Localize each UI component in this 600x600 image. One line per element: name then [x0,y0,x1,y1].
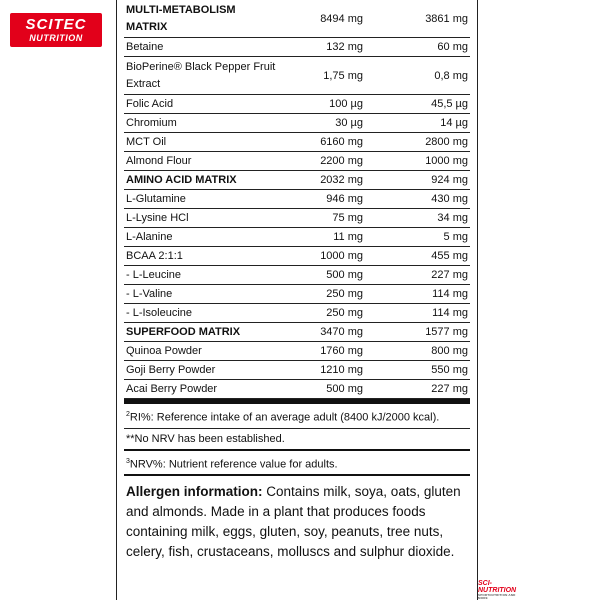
footnote-nrv-text: NRV%: Nutrient reference value for adults. [129,458,338,471]
ingredient-name: Goji Berry Powder [126,363,216,376]
table-row [124,285,470,304]
amount-per-100g: 14 µg [440,117,468,129]
ingredient-name: MULTI-METABOLISM MATRIX [126,3,236,33]
ingredient-name: Chromium [126,116,177,129]
amount-per-100g: 5 mg [443,231,468,243]
table-rows [124,0,470,399]
ingredient-name: L-Lysine HCl [126,211,189,224]
amount-per-100g: 430 mg [431,193,468,205]
amount-per-serving: 2032 mg [320,174,363,186]
amount-per-100g: 45,5 µg [431,98,468,110]
amount-per-serving: 1000 mg [320,250,363,262]
nutrition-table [124,0,470,476]
footnote-nrv [124,451,470,477]
amount-per-serving: 8494 mg [320,12,363,25]
amount-per-serving: 500 mg [326,383,363,395]
footnote-nrv-marker: 3 [126,457,130,465]
amount-per-serving: 1210 mg [320,364,363,376]
amount-per-100g: 800 mg [431,345,468,357]
amount-per-serving: 132 mg [326,41,363,53]
ingredient-name: Almond Flour [126,154,192,167]
watermark-line1: SCI-NUTRITION [478,580,517,594]
allergen-info [126,482,471,562]
table-row [124,190,470,209]
amount-per-100g: 227 mg [431,269,468,281]
ingredient-name: BioPerine® Black Pepper Fruit Extract [126,60,276,90]
amount-per-100g: 0,8 mg [434,69,468,82]
amount-per-100g: 34 mg [437,212,468,224]
amount-per-serving: 1,75 mg [323,69,363,82]
footnote-no-nrv [124,429,470,449]
amount-per-100g: 60 mg [437,41,468,53]
amount-per-100g: 550 mg [431,364,468,376]
amount-per-serving: 250 mg [326,288,363,300]
allergen-heading: Allergen information: [126,484,263,499]
amount-per-serving: 2200 mg [320,155,363,167]
ingredient-name: L-Alanine [126,230,173,243]
table-row [124,209,470,228]
amount-per-serving: 30 µg [335,117,363,129]
logo-line2: NUTRITION [29,33,83,43]
table-row [124,0,470,38]
amount-per-100g: 455 mg [431,250,468,262]
amount-per-100g: 1000 mg [425,155,468,167]
ingredient-name: Quinoa Powder [126,344,202,357]
amount-per-serving: 946 mg [326,193,363,205]
ingredient-name: - L-Isoleucine [126,306,193,319]
ingredient-name: Acai Berry Powder [126,382,218,395]
amount-per-100g: 924 mg [431,174,468,186]
footnote-ri-text: RI%: Reference intake of an average adult (8400 kJ/2000 kcal). [129,411,440,424]
table-row [124,380,470,399]
table-row [124,95,470,114]
table-row [124,133,470,152]
ingredient-name: L-Glutamine [126,192,186,205]
table-row [124,304,470,323]
amount-per-100g: 3861 mg [425,12,468,25]
table-row [124,361,470,380]
amount-per-serving: 75 mg [332,212,363,224]
table-row [124,247,470,266]
amount-per-100g: 114 mg [432,307,468,319]
table-row [124,228,470,247]
amount-per-serving: 100 µg [329,98,363,110]
allergen-text: Contains milk, soya, oats, gluten and almonds. Made in a plant that produces foods containing milk, eggs, gluten, soy, peanuts, tree nuts, celery, fish, crustaceans, molluscs and sulphur dioxide. [126,484,461,559]
table-row [124,323,470,342]
ingredient-name: Folic Acid [126,97,174,110]
table-row [124,114,470,133]
ingredient-name: MCT Oil [126,135,167,148]
amount-per-serving: 3470 mg [320,326,363,338]
scitec-logo [10,13,102,47]
table-row [124,57,470,95]
ingredient-name: Betaine [126,40,164,53]
footnote-ri-marker: 2 [126,411,130,418]
table-row [124,171,470,190]
ingredient-name: AMINO ACID MATRIX [126,173,237,186]
amount-per-100g: 227 mg [431,383,468,395]
ingredient-name: - L-Valine [126,287,173,300]
amount-per-100g: 114 mg [432,288,468,300]
table-row [124,266,470,285]
sci-nutrition-watermark [478,580,518,600]
amount-per-serving: 1760 mg [320,345,363,357]
amount-per-100g: 2800 mg [425,136,468,148]
footnote-ri [124,404,470,429]
table-row [124,38,470,57]
ingredient-name: SUPERFOOD MATRIX [126,325,241,338]
amount-per-serving: 500 mg [326,269,363,281]
table-row [124,152,470,171]
amount-per-100g: 1577 mg [425,326,468,338]
logo-line1: SCITEC [25,16,87,33]
footnote-no-nrv-text: **No NRV has been established. [126,432,285,445]
table-row [124,342,470,361]
amount-per-serving: 250 mg [326,307,363,319]
amount-per-serving: 11 mg [333,231,363,243]
ingredient-name: BCAA 2:1:1 [126,249,183,262]
ingredient-name: - L-Leucine [126,268,182,281]
amount-per-serving: 6160 mg [320,136,363,148]
watermark-line2: SPORTNUTRITION AND MORE [478,593,516,600]
